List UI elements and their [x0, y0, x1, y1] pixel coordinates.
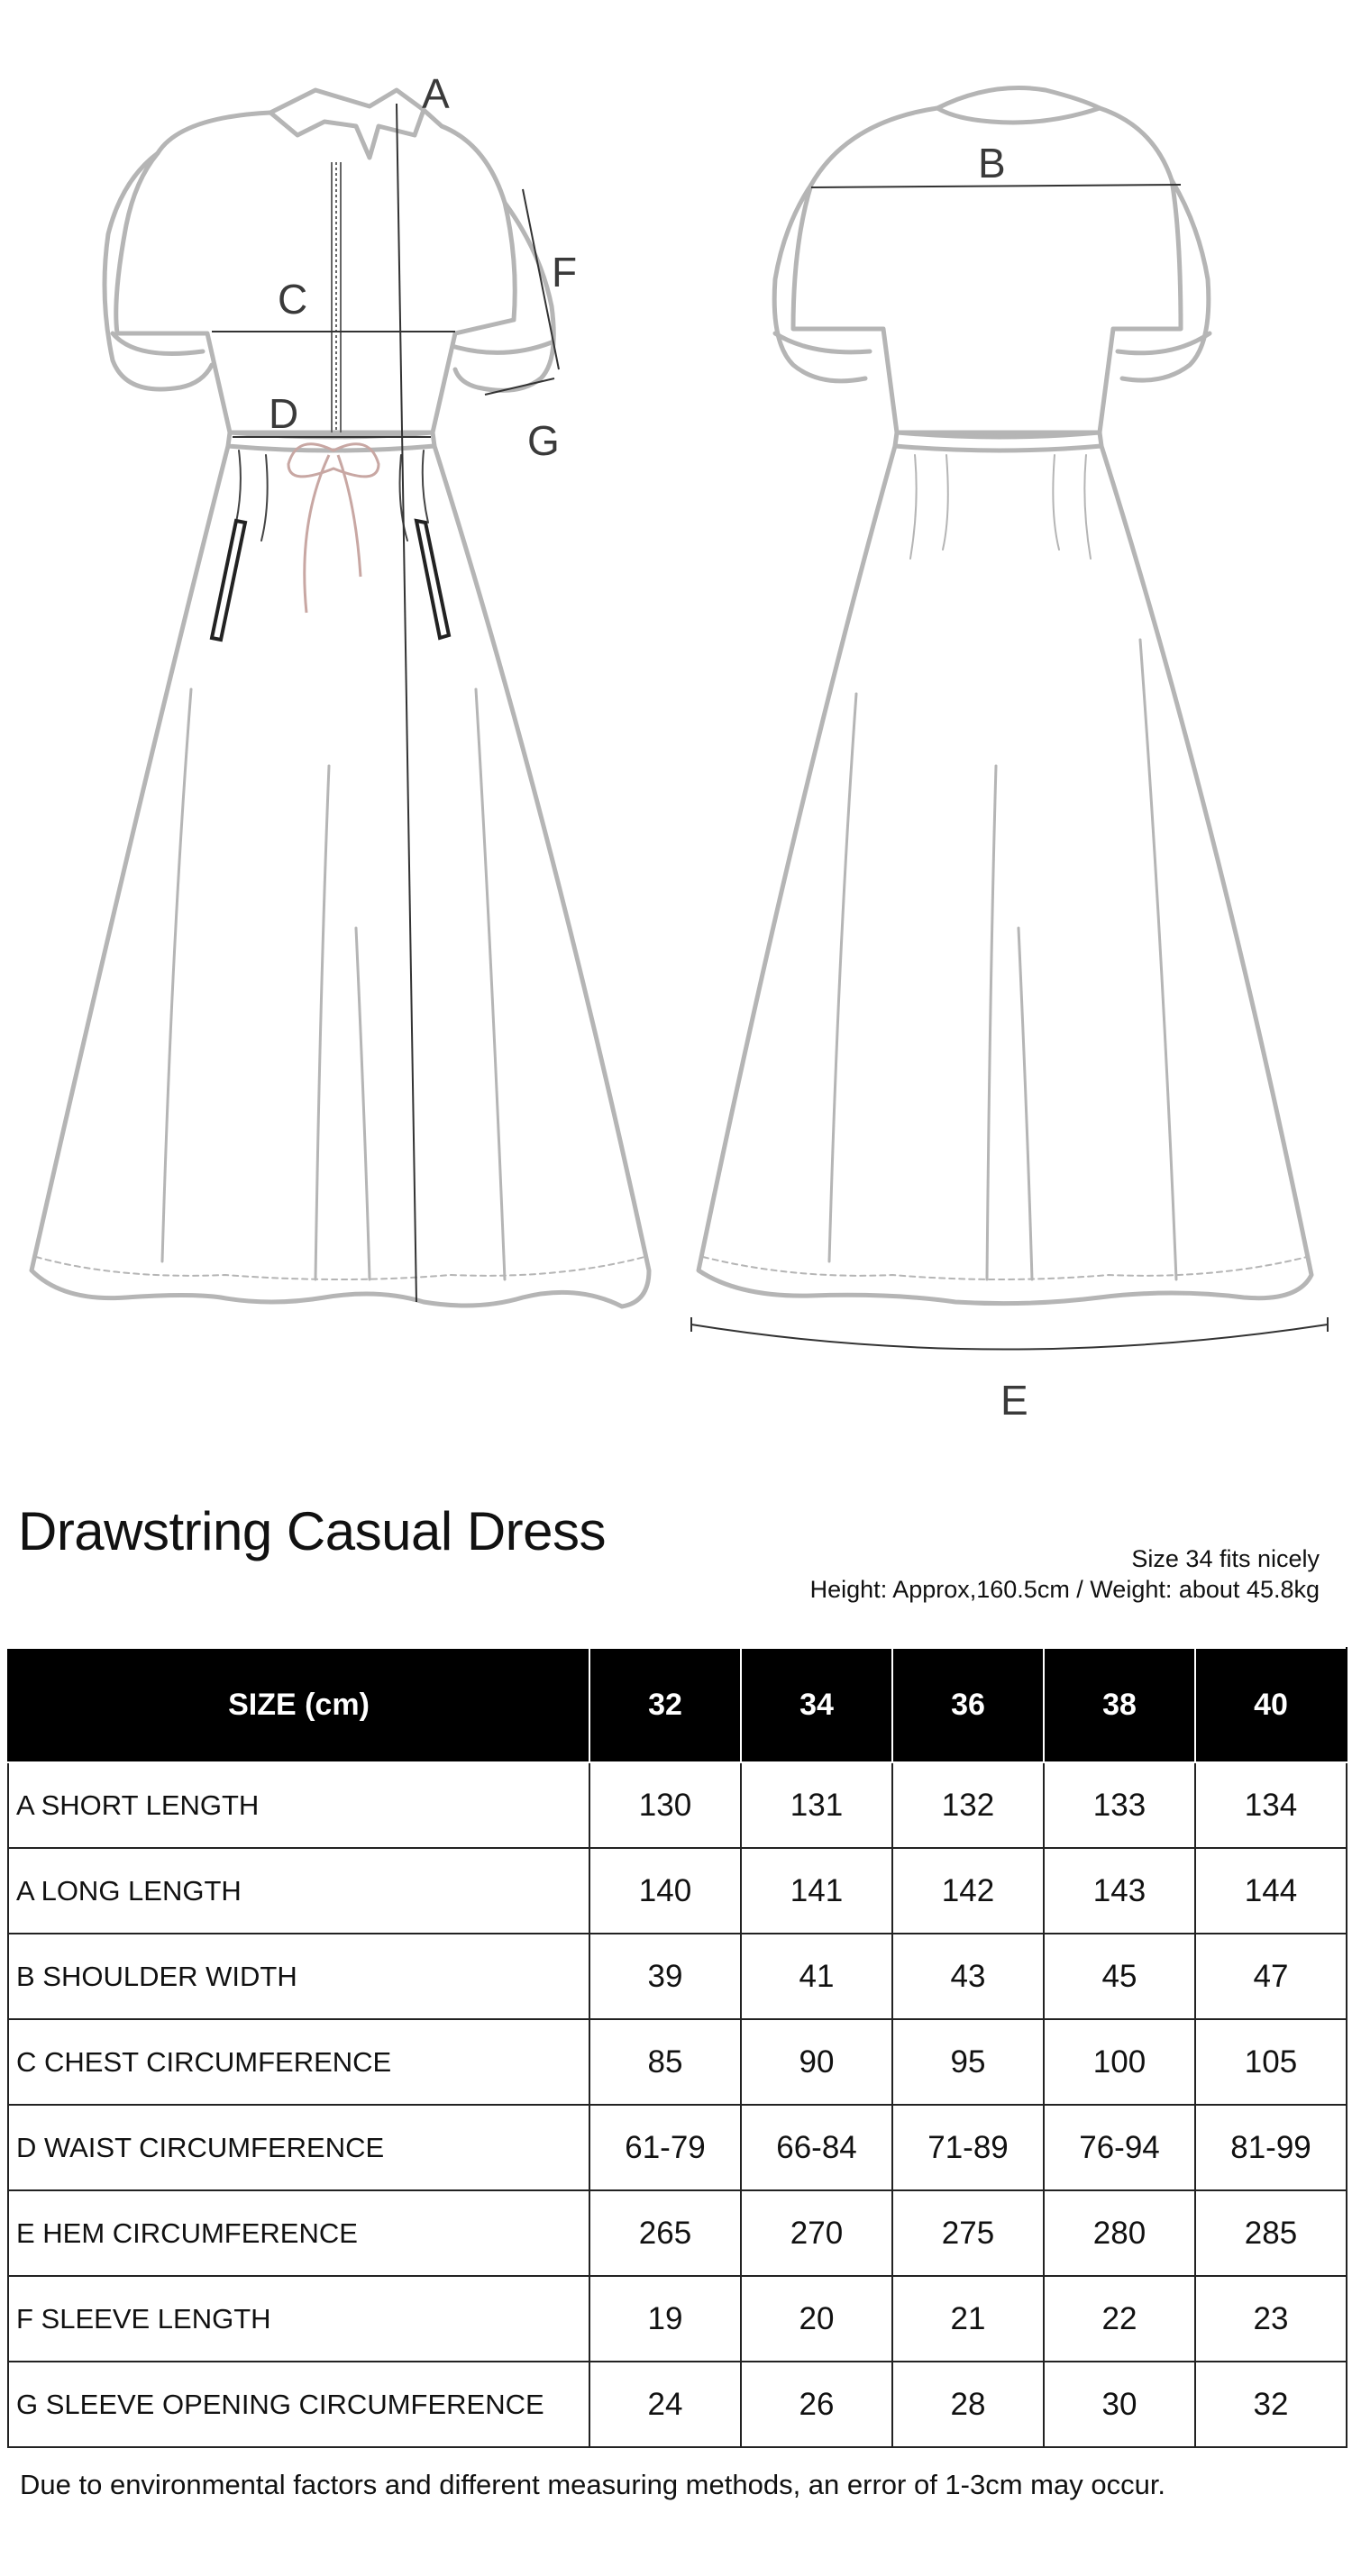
- table-cell: 47: [1195, 1934, 1347, 2019]
- header-size-label: SIZE (cm): [8, 1648, 589, 1762]
- table-cell: 90: [741, 2019, 892, 2105]
- table-cell: 285: [1195, 2190, 1347, 2276]
- row-label: C CHEST CIRCUMFERENCE: [8, 2019, 589, 2105]
- table-cell: 23: [1195, 2276, 1347, 2362]
- table-row: [8, 2105, 1347, 2190]
- table-cell: 105: [1195, 2019, 1347, 2105]
- table-cell: 76-94: [1044, 2105, 1195, 2190]
- measurement-disclaimer: Due to environmental factors and different measuring methods, an error of 1-3cm may occur.: [20, 2469, 1166, 2500]
- size-chart-table: [7, 1647, 1347, 2448]
- product-title: Drawstring Casual Dress: [18, 1501, 607, 1561]
- table-cell: 134: [1195, 1762, 1347, 1848]
- drawstring: [288, 444, 379, 613]
- table-cell: 100: [1044, 2019, 1195, 2105]
- table-cell: 270: [741, 2190, 892, 2276]
- table-row: [8, 1848, 1347, 1934]
- table-cell: 24: [589, 2362, 741, 2447]
- table-cell: 140: [589, 1848, 741, 1934]
- table-cell: 131: [741, 1762, 892, 1848]
- row-label: B SHOULDER WIDTH: [8, 1934, 589, 2019]
- table-cell: 265: [589, 2190, 741, 2276]
- table-cell: 85: [589, 2019, 741, 2105]
- header-size-40: 40: [1195, 1648, 1347, 1762]
- dim-label-d: D: [269, 390, 299, 437]
- table-cell: 19: [589, 2276, 741, 2362]
- row-label: A SHORT LENGTH: [8, 1762, 589, 1848]
- dim-label-c: C: [278, 276, 308, 323]
- table-cell: 21: [892, 2276, 1044, 2362]
- table-cell: 130: [589, 1762, 741, 1848]
- table-header-row: [8, 1648, 1347, 1762]
- table-cell: 41: [741, 1934, 892, 2019]
- dim-label-b: B: [978, 140, 1006, 187]
- row-label: D WAIST CIRCUMFERENCE: [8, 2105, 589, 2190]
- table-cell: 20: [741, 2276, 892, 2362]
- dim-label-g: G: [527, 417, 560, 464]
- table-cell: 66-84: [741, 2105, 892, 2190]
- header-size-32: 32: [589, 1648, 741, 1762]
- table-cell: 144: [1195, 1848, 1347, 1934]
- table-cell: 22: [1044, 2276, 1195, 2362]
- table-cell: 142: [892, 1848, 1044, 1934]
- dim-label-f: F: [552, 249, 578, 296]
- table-cell: 30: [1044, 2362, 1195, 2447]
- table-cell: 275: [892, 2190, 1044, 2276]
- table-row: [8, 2019, 1347, 2105]
- table-cell: 141: [741, 1848, 892, 1934]
- fit-note-height-weight: Height: Approx,160.5cm / Weight: about 45.8kg: [809, 1576, 1320, 1603]
- dress-back-view: [699, 88, 1311, 1304]
- table-cell: 61-79: [589, 2105, 741, 2190]
- fit-note: [810, 1543, 1320, 1605]
- row-label: E HEM CIRCUMFERENCE: [8, 2190, 589, 2276]
- row-label: F SLEEVE LENGTH: [8, 2276, 589, 2362]
- table-row: [8, 1762, 1347, 1848]
- dim-label-e: E: [1000, 1377, 1028, 1424]
- table-cell: 45: [1044, 1934, 1195, 2019]
- row-label: G SLEEVE OPENING CIRCUMFERENCE: [8, 2362, 589, 2447]
- table-cell: 39: [589, 1934, 741, 2019]
- table-cell: 43: [892, 1934, 1044, 2019]
- table-cell: 26: [741, 2362, 892, 2447]
- fit-note-size: Size 34 fits nicely: [1131, 1545, 1320, 1572]
- table-cell: 280: [1044, 2190, 1195, 2276]
- table-cell: 28: [892, 2362, 1044, 2447]
- table-cell: 81-99: [1195, 2105, 1347, 2190]
- measurement-lines-front: [212, 104, 559, 1302]
- table-cell: 143: [1044, 1848, 1195, 1934]
- table-cell: 71-89: [892, 2105, 1044, 2190]
- table-row: [8, 2276, 1347, 2362]
- front-pockets: [212, 521, 449, 640]
- table-row: [8, 2190, 1347, 2276]
- header-size-34: 34: [741, 1648, 892, 1762]
- header-size-36: 36: [892, 1648, 1044, 1762]
- zipper: [332, 162, 341, 432]
- table-cell: 32: [1195, 2362, 1347, 2447]
- table-row: [8, 1934, 1347, 2019]
- table-row: [8, 2362, 1347, 2447]
- header-size-38: 38: [1044, 1648, 1195, 1762]
- table-cell: 132: [892, 1762, 1044, 1848]
- table-cell: 133: [1044, 1762, 1195, 1848]
- table-cell: 95: [892, 2019, 1044, 2105]
- row-label: A LONG LENGTH: [8, 1848, 589, 1934]
- dim-label-a: A: [422, 70, 450, 117]
